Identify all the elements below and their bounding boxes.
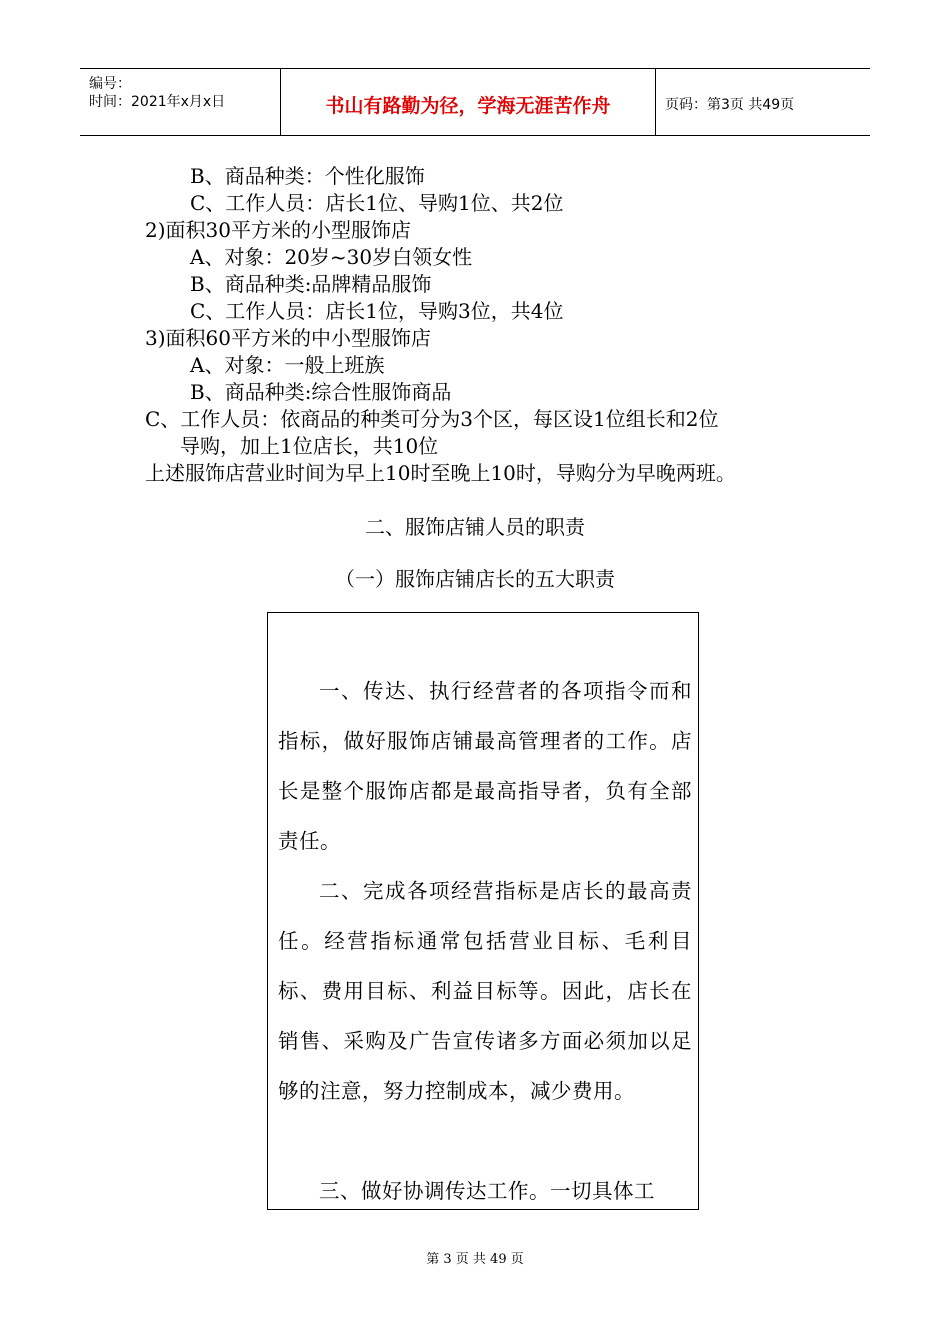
- box-paragraph: 三、做好协调传达工作。一切具体工: [319, 1179, 655, 1203]
- section-title: 二、服饰店铺人员的职责: [365, 515, 585, 539]
- body-line: C、工作人员：店长1位、导购1位、共2位: [190, 191, 564, 215]
- page-info: 页码：第3页 共49页: [665, 97, 795, 113]
- body-line: B、商品种类:品牌精品服饰: [190, 272, 432, 296]
- header-motto: 书山有路勤为径，学海无涯苦作舟: [325, 95, 611, 117]
- time-label: 时间：2021年x月x日: [89, 94, 226, 110]
- body-line: C、工作人员：店长1位，导购3位，共4位: [190, 299, 564, 323]
- page-footer: 第 3 页 共 49 页: [426, 1252, 524, 1267]
- body-line: 上述服饰店营业时间为早上10时至晚上10时，导购分为早晚两班。: [145, 461, 736, 485]
- subsection-title: （一）服饰店铺店长的五大职责: [335, 567, 615, 591]
- duties-text-box: [267, 612, 699, 1210]
- number-label: 编号：: [89, 76, 131, 92]
- page-header: [80, 68, 870, 136]
- box-paragraph: 一、传达、执行经营者的各项指令而和指标，做好服饰店铺最高管理者的工作。店长是整个服饰店都是最高指导者，负有全部责任。: [278, 679, 692, 853]
- body-line: A、对象：20岁~30岁白领女性: [190, 245, 473, 269]
- body-line: B、商品种类:综合性服饰商品: [190, 380, 452, 404]
- body-line: 3)面积60平方米的中小型服饰店: [145, 326, 431, 350]
- body-line: C、工作人员：依商品的种类可分为3个区，每区设1位组长和2位: [145, 407, 719, 431]
- body-line: 导购，加上1位店长，共10位: [180, 434, 439, 458]
- box-paragraph: 二、完成各项经营指标是店长的最高责任。经营指标通常包括营业目标、毛利目标、费用目标、利益目标等。因此，店长在销售、采购及广告宣传诸多方面必须加以足够的注意，努力控制成本，减少费用。: [278, 879, 692, 1103]
- body-line: A、对象：一般上班族: [190, 353, 385, 377]
- body-line: 2)面积30平方米的小型服饰店: [145, 218, 411, 242]
- header-meta-cell: [80, 69, 281, 135]
- header-page-cell: [655, 69, 870, 135]
- body-line: B、商品种类：个性化服饰: [190, 164, 425, 188]
